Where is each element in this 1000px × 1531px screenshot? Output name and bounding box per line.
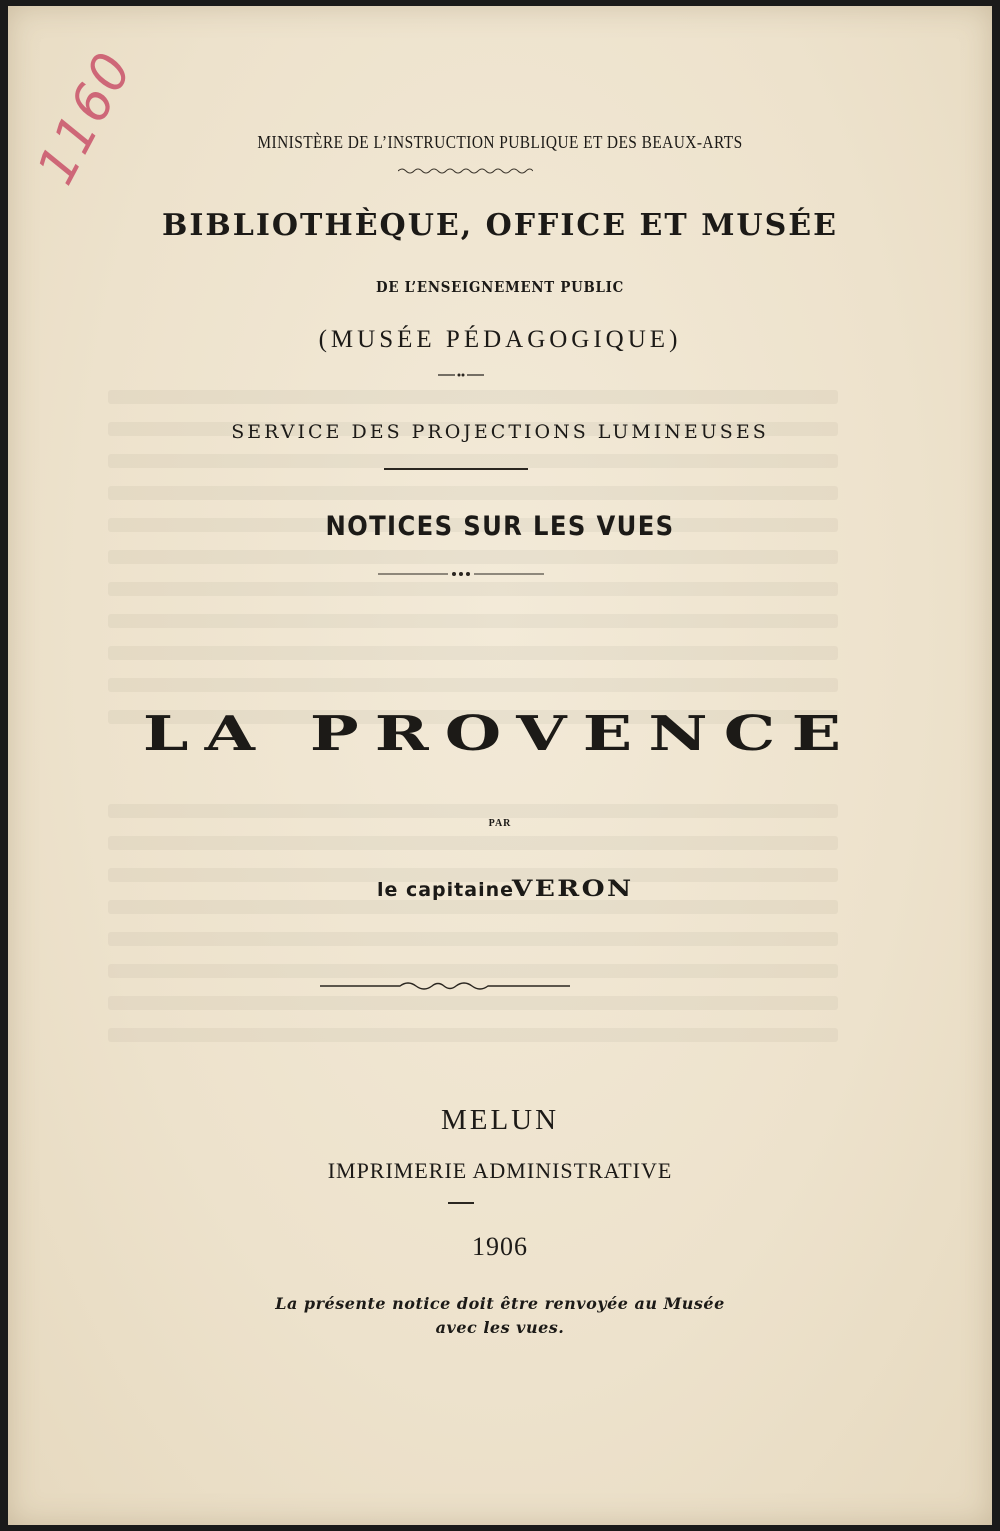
- publication-year: 1906: [472, 1232, 528, 1261]
- divider-rule: [384, 468, 528, 470]
- author-name: VERON: [511, 876, 634, 902]
- handwritten-catalog-number: 1160: [26, 42, 145, 195]
- author-line: [8, 876, 992, 902]
- dotted-rule-ornament: [378, 569, 544, 579]
- wavy-rule-ornament: [398, 166, 533, 176]
- service-heading: SERVICE DES PROJECTIONS LUMINEUSES: [231, 421, 769, 443]
- document-page: [8, 6, 992, 1525]
- institution-title: BIBLIOTHÈQUE, OFFICE ET MUSÉE: [162, 208, 838, 243]
- author-rank: le capitaine: [376, 879, 514, 901]
- by-label: PAR: [488, 818, 512, 829]
- institution-subtitle: DE L’ENSEIGNEMENT PUBLIC: [376, 279, 624, 296]
- publication-city: MELUN: [440, 1104, 560, 1136]
- return-notice-line-1: La présente notice doit être renvoyée au Musée: [275, 1294, 725, 1313]
- notices-heading: NOTICES SUR LES VUES: [325, 511, 675, 542]
- small-dash-ornament: [438, 370, 484, 380]
- document-title: LA PROVENCE: [142, 706, 858, 762]
- short-divider: [448, 1202, 474, 1204]
- flourish-ornament: [320, 978, 570, 992]
- return-notice-line-2: avec les vues.: [435, 1318, 565, 1337]
- printer-name: IMPRIMERIE ADMINISTRATIVE: [327, 1158, 673, 1183]
- ministry-heading: MINISTÈRE DE L’INSTRUCTION PUBLIQUE ET DES BEAUX-ARTS: [257, 132, 743, 152]
- museum-name: (MUSÉE PÉDAGOGIQUE): [318, 326, 682, 353]
